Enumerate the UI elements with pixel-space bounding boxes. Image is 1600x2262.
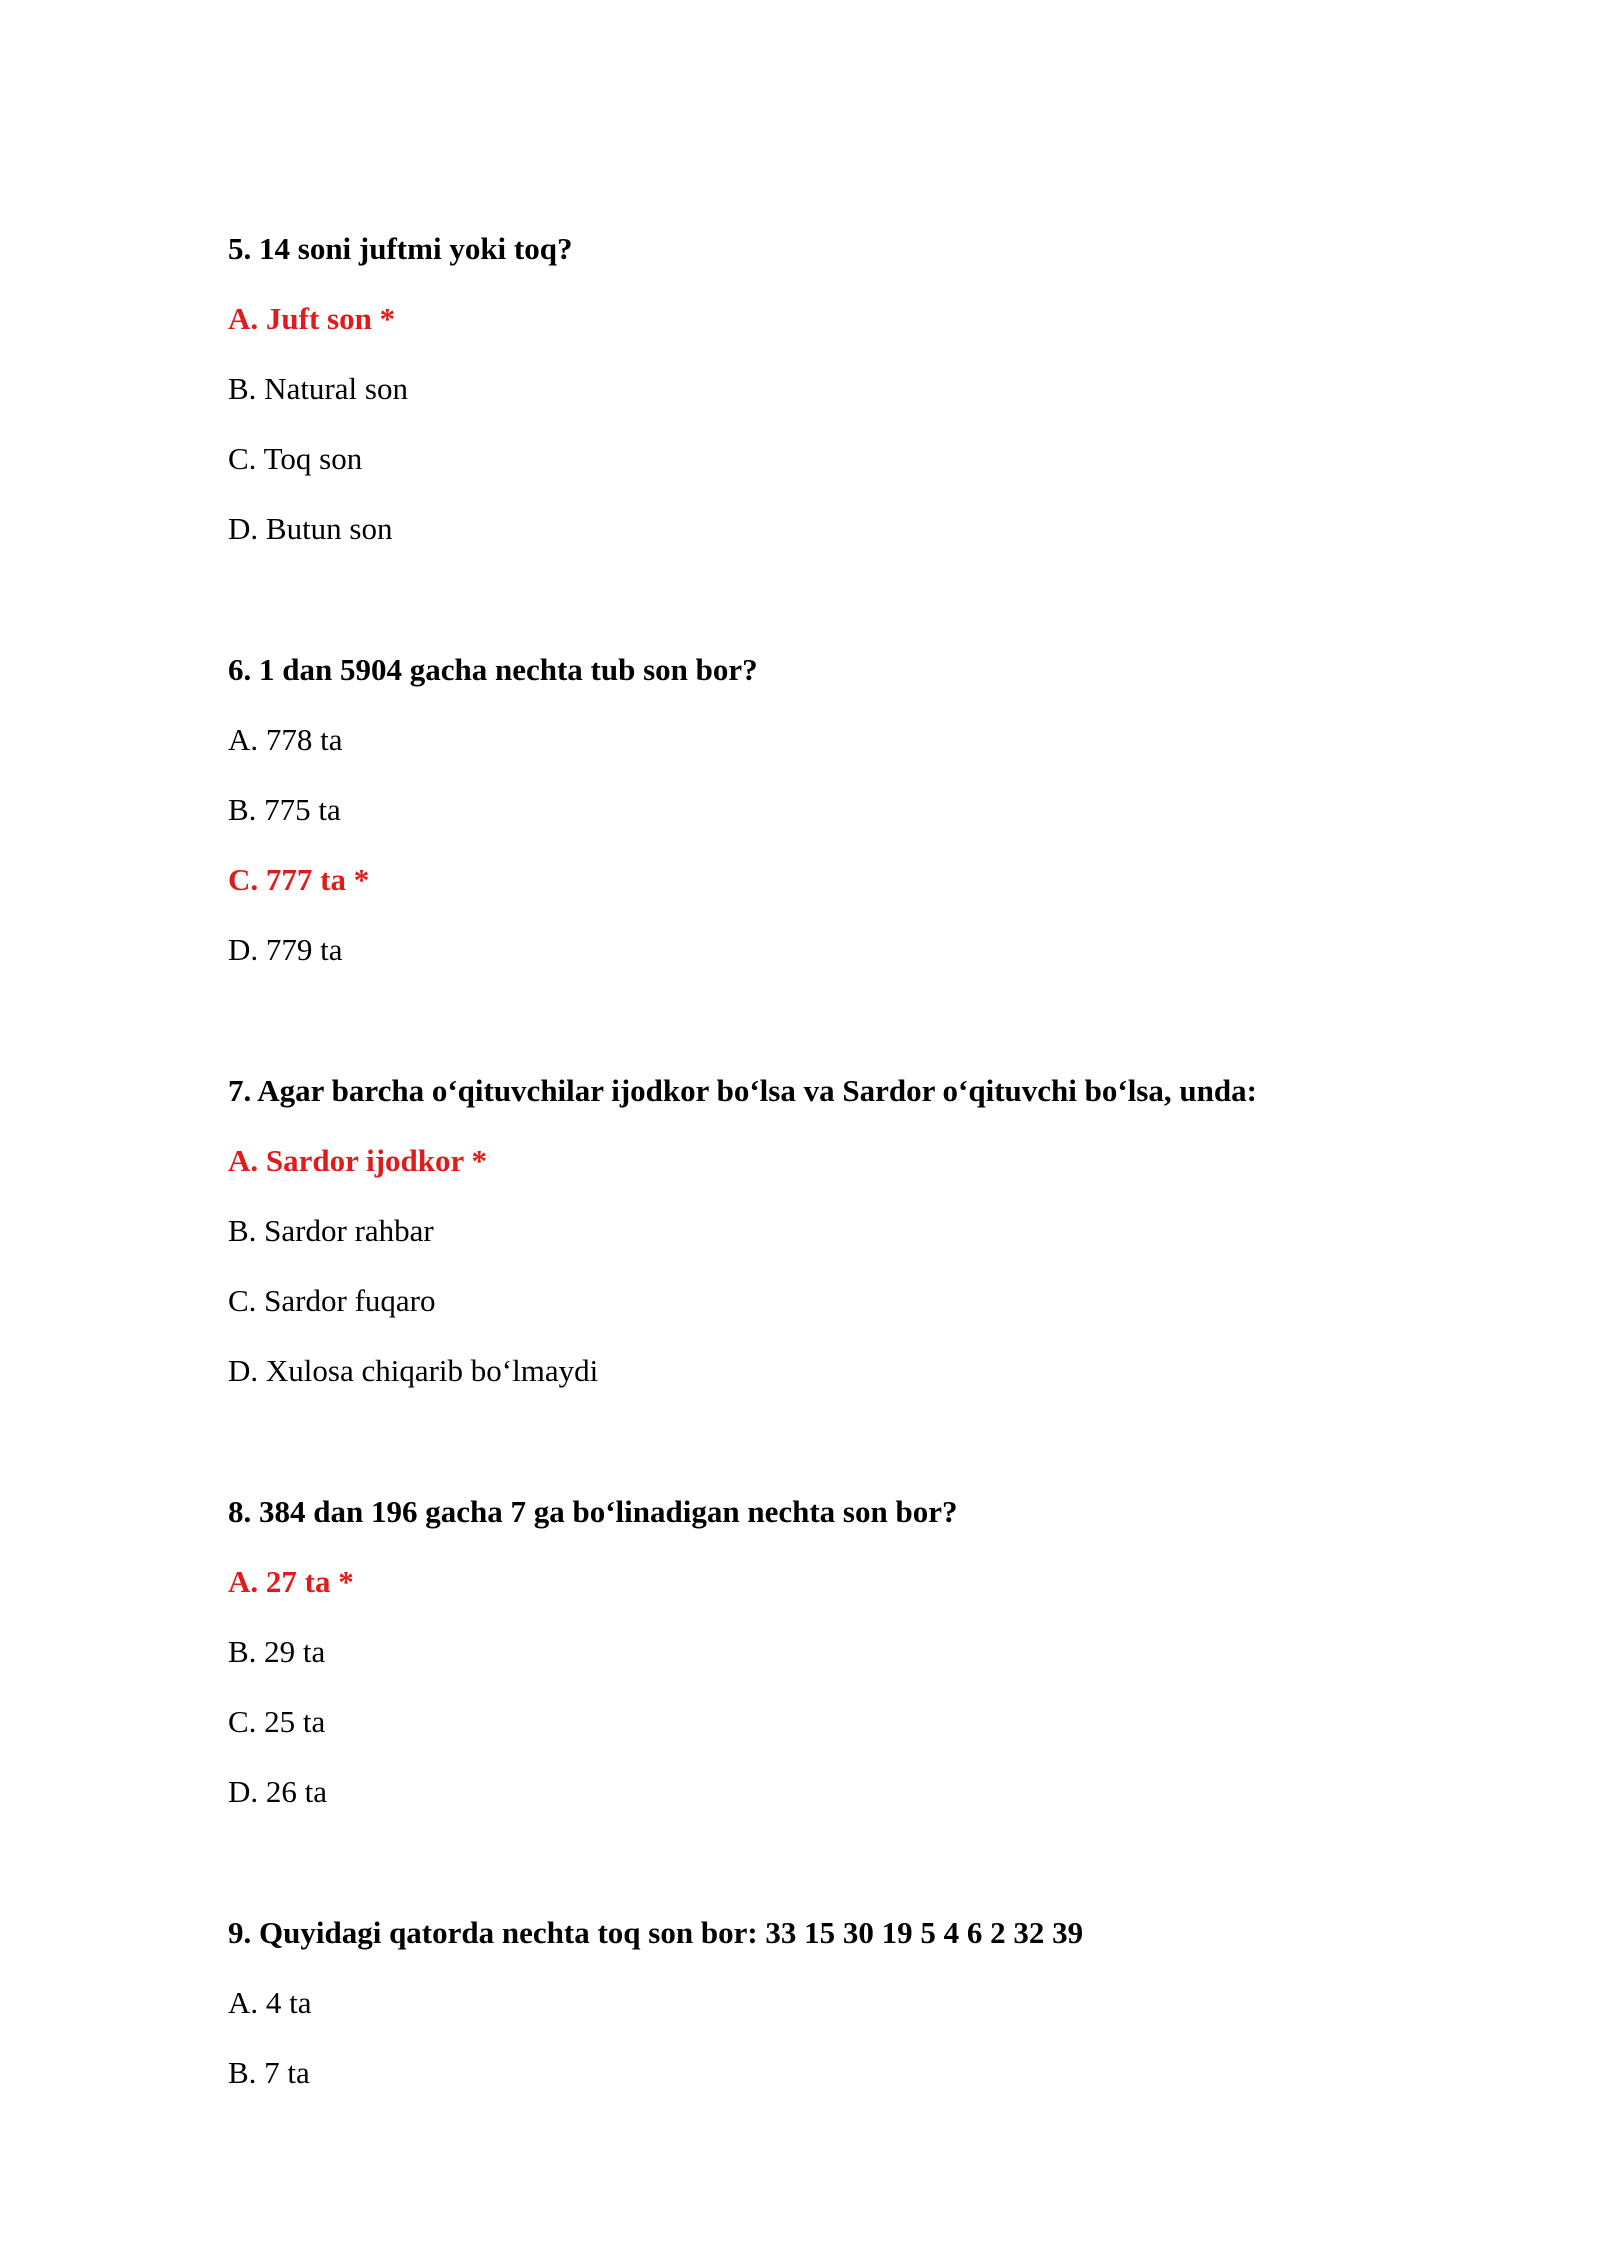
answer-option: B. Natural son — [228, 371, 408, 406]
answer-option: C. Sardor fuqaro — [228, 1283, 436, 1318]
question-list — [228, 214, 1478, 2179]
question-block — [228, 1898, 1478, 2108]
question-text: 7. Agar barcha o‘qituvchilar ijodkor bo‘lsa va Sardor o‘qituvchi bo‘lsa, unda: — [228, 1073, 1257, 1108]
answer-option: D. 26 ta — [228, 1774, 328, 1809]
answer-option: D. Xulosa chiqarib bo‘lmaydi — [228, 1353, 599, 1388]
answer-option: B. 7 ta — [228, 2055, 310, 2090]
question-block — [228, 1056, 1478, 1406]
answer-option: D. 779 ta — [228, 932, 343, 967]
answer-option: D. Butun son — [228, 511, 393, 546]
correct-answer-option: A. Juft son * — [228, 301, 396, 336]
correct-answer-option: A. 27 ta * — [228, 1564, 354, 1599]
answer-option: C. 25 ta — [228, 1704, 326, 1739]
question-text: 8. 384 dan 196 gacha 7 ga bo‘linadigan nechta son bor? — [228, 1494, 958, 1529]
question-block — [228, 1477, 1478, 1827]
question-text: 6. 1 dan 5904 gacha nechta tub son bor? — [228, 652, 758, 687]
question-block — [228, 635, 1478, 985]
correct-answer-option: A. Sardor ijodkor * — [228, 1143, 487, 1178]
correct-answer-option: C. 777 ta * — [228, 862, 370, 897]
answer-option: B. 775 ta — [228, 792, 341, 827]
question-text: 5. 14 soni juftmi yoki toq? — [228, 231, 573, 266]
answer-option: A. 778 ta — [228, 722, 343, 757]
answer-option: B. 29 ta — [228, 1634, 326, 1669]
question-text: 9. Quyidagi qatorda nechta toq son bor: 33 15 30 19 5 4 6 2 32 39 — [228, 1915, 1084, 1950]
question-block — [228, 214, 1478, 564]
answer-option: A. 4 ta — [228, 1985, 312, 2020]
answer-option: B. Sardor rahbar — [228, 1213, 434, 1248]
answer-option: C. Toq son — [228, 441, 363, 476]
